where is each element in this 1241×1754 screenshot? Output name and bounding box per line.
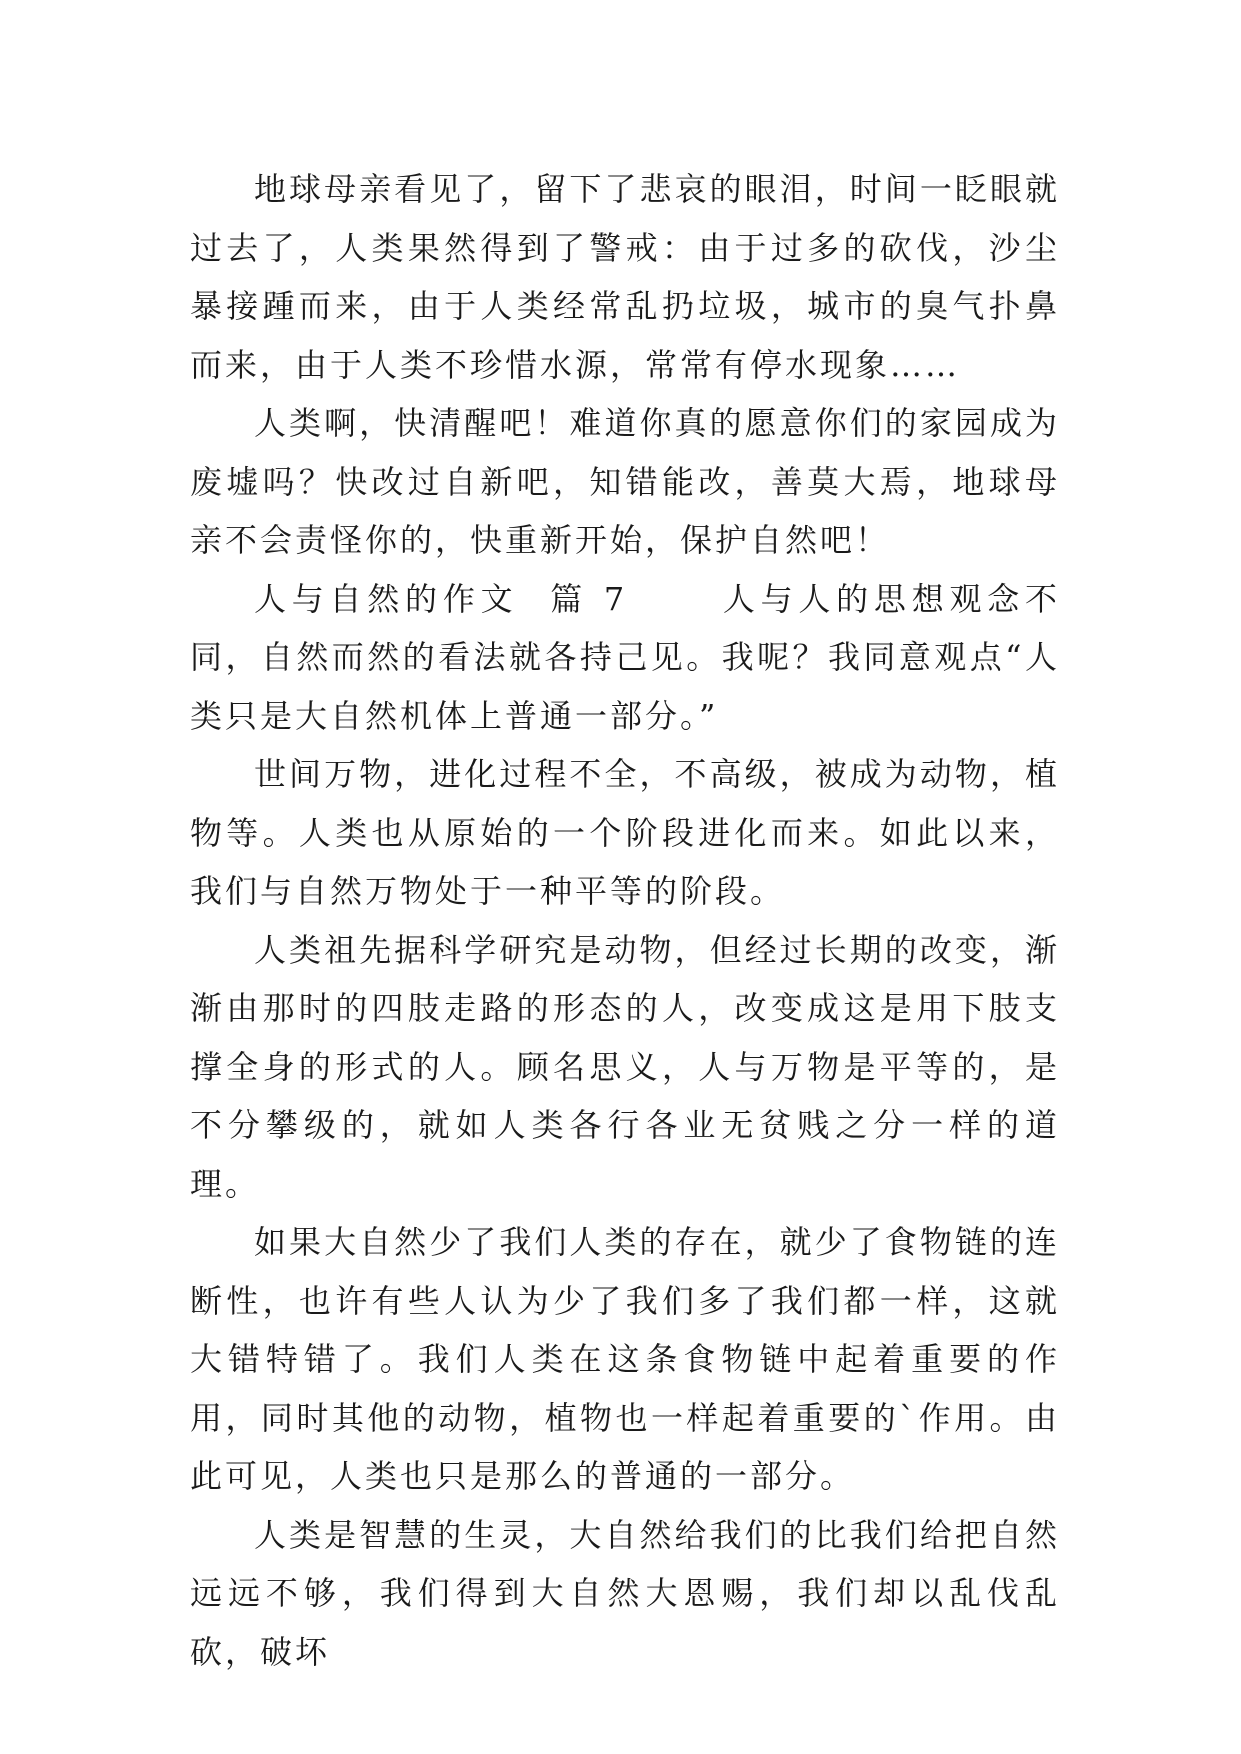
paragraph-4: 世间万物，进化过程不全，不高级，被成为动物，植物等。人类也从原始的一个阶段进化而来。如此以来，我们与自然万物处于一种平等的阶段。 <box>190 755 1060 910</box>
paragraph-3-body: 人与人的思想观念不同，自然而然的看法就各持己见。我呢？我同意观点“人类只是大自然机体上普通一部分。” <box>190 579 1060 735</box>
section-gap <box>627 580 723 618</box>
paragraph-3 <box>190 570 1060 746</box>
paragraph-6: 如果大自然少了我们人类的存在，就少了食物链的连断性，也许有些人认为少了我们多了我们都一样，这就大错特错了。我们人类在这条食物链中起着重要的作用，同时其他的动物，植物也一样起着重要的`作用。由此可见，人类也只是那么的普通的一部分。 <box>190 1223 1060 1495</box>
article-body <box>190 160 1060 1681</box>
paragraph-5: 人类祖先据科学研究是动物，但经过长期的改变，渐渐由那时的四肢走路的形态的人，改变成这是用下肢支撑全身的形式的人。顾名思义，人与万物是平等的，是不分攀级的，就如人类各行各业无贫贱之分一样的道理。 <box>190 930 1060 1203</box>
paragraph-2: 人类啊，快清醒吧！难道你真的愿意你们的家园成为废墟吗？快改过自新吧，知错能改，善莫大焉，地球母亲不会责怪你的，快重新开始，保护自然吧！ <box>190 404 1060 559</box>
paragraph-7: 人类是智慧的生灵，大自然给我们的比我们给把自然远远不够，我们得到大自然大恩赐，我们却以乱伐乱砍，破坏 <box>190 1515 1060 1671</box>
paragraph-1: 地球母亲看见了，留下了悲哀的眼泪，时间一眨眼就过去了，人类果然得到了警戒：由于过多的砍伐，沙尘暴接踵而来，由于人类经常乱扔垃圾，城市的臭气扑鼻而来，由于人类不珍惜水源，常常有停水现象…… <box>190 170 1060 384</box>
section-heading: 人与自然的作文 篇 7 <box>254 579 628 618</box>
